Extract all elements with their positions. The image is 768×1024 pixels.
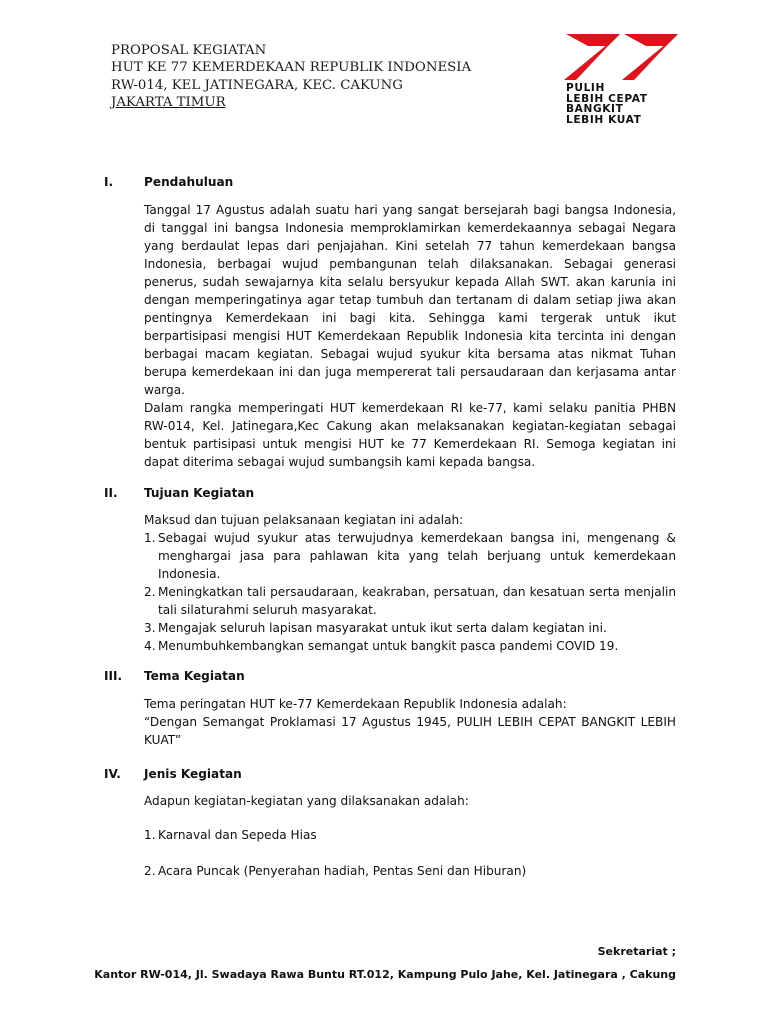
list-item [144, 637, 676, 655]
hut-77-logo [562, 28, 682, 128]
logo-tagline-line: LEBIH CEPAT [566, 92, 648, 105]
section-heading [104, 765, 676, 783]
theme-quote: “Dengan Semangat Proklamasi 17 Agustus 1945, PULIH LEBIH CEPAT BANGKIT LEBIH KUAT” [144, 715, 676, 747]
section-title: Jenis Kegiatan [144, 767, 242, 781]
section-tujuan-kegiatan [104, 484, 676, 655]
paragraph: Maksud dan tujuan pelaksanaan kegiatan ini adalah: [144, 513, 464, 527]
section-title: Tujuan Kegiatan [144, 486, 255, 500]
list-item [144, 529, 676, 583]
section-jenis-kegiatan [104, 765, 676, 880]
list-number: 1. [144, 828, 156, 842]
section-number: IV. [104, 767, 121, 781]
section-pendahuluan [104, 173, 676, 471]
header-line-event: HUT KE 77 KEMERDEKAAN REPUBLIK INDONESIA [111, 60, 472, 76]
list-number: 2. [144, 864, 156, 878]
list-item [144, 826, 676, 844]
list-number: 2. [144, 585, 156, 599]
list-item [144, 583, 676, 619]
section-title: Pendahuluan [144, 175, 234, 189]
section-number: I. [104, 175, 114, 189]
paragraph: Dalam rangka memperingati HUT kemerdekaan RI ke-77, kami selaku panitia PHBN RW-014, Kel. Jatinegara,Kec Cakung akan melaksanakan kegiatan-kegiatan sebagai bentuk partisipasi untuk mengisi HUT ke 77 Kemerdekaan RI. Semoga kegiatan ini dapat diterima sebagai wujud sumbangsih kami kepada bangsa. [144, 401, 676, 469]
logo-tagline-line: LEBIH KUAT [566, 113, 642, 126]
header-line-location: RW-014, KEL JATINEGARA, KEC. CAKUNG [111, 77, 403, 93]
goals-list [144, 529, 676, 655]
section-number: II. [104, 486, 118, 500]
list-number: 3. [144, 621, 156, 635]
section-title: Tema Kegiatan [144, 669, 245, 683]
page-footer [76, 940, 676, 986]
section-heading [104, 173, 676, 191]
document-header [111, 42, 531, 112]
list-item [144, 619, 676, 637]
section-heading [104, 667, 676, 685]
list-text: Karnaval dan Sepeda Hias [158, 828, 317, 842]
header-line-city: JAKARTA TIMUR [111, 95, 226, 111]
section-heading [104, 484, 676, 502]
list-text: Menumbuhkembangkan semangat untuk bangkit pasca pandemi COVID 19. [158, 639, 619, 653]
section-number: III. [104, 669, 123, 683]
list-number: 4. [144, 639, 156, 653]
header-line-title: PROPOSAL KEGIATAN [111, 43, 267, 58]
footer-address: Kantor RW-014, Jl. Swadaya Rawa Buntu RT.012, Kampung Pulo Jahe, Kel. Jatinegara , Cakung [94, 968, 676, 981]
list-text: Sebagai wujud syukur atas terwujudnya kemerdekaan bangsa ini, mengenang & menghargai jasa para pahlawan kita yang telah berjuang untuk kemerdekaan Indonesia. [158, 531, 676, 581]
list-number: 1. [144, 531, 156, 545]
list-text: Acara Puncak (Penyerahan hadiah, Pentas Seni dan Hiburan) [158, 864, 527, 878]
logo-77-mark [562, 28, 682, 84]
paragraph: Tanggal 17 Agustus adalah suatu hari yang sangat bersejarah bagi bangsa Indonesia, di tanggal ini bangsa Indonesia memproklamirkan kemerdekaannya sebagai Negara yang berdaulat lepas dari penjajahan. Kini setelah 77 tahun kemerdekaan bangsa Indonesia, berbagai wujud pembangunan telah dilaksanakan. Sebagai generasi penerus, sudah sewajarnya kita selalu bersyukur kepada Allah SWT. akan karunia ini dengan memperingatinya agar tetap tumbuh dan tertanam di dalam setiap jiwa akan pentingnya Kemerdekaan ini bagi kita. Sehingga kami tergerak untuk ikut berpartisipasi mengisi HUT Kemerdekaan Republik Indonesia kita tercinta ini dengan berbagai macam kegiatan. Sebagai wujud syukur kita bersama atas nikmat Tuhan berupa kemerdekaan ini dan juga mempererat tali persaudaraan dan kerjasama antar warga. [144, 203, 676, 397]
paragraph: Adapun kegiatan-kegiatan yang dilaksanakan adalah: [144, 794, 469, 808]
activities-list [144, 826, 676, 880]
paragraph: Tema peringatan HUT ke-77 Kemerdekaan Republik Indonesia adalah: [144, 697, 567, 711]
list-item [144, 862, 676, 880]
logo-tagline [566, 83, 648, 125]
list-text: Mengajak seluruh lapisan masyarakat untuk ikut serta dalam kegiatan ini. [158, 621, 607, 635]
logo-tagline-line: PULIH [566, 82, 605, 94]
footer-secretariat: Sekretariat ; [597, 945, 676, 958]
list-text: Meningkatkan tali persaudaraan, keakraban, persatuan, dan kesatuan serta menjalin tali silaturahmi seluruh masyarakat. [158, 585, 676, 617]
section-tema-kegiatan [104, 667, 676, 749]
logo-tagline-line: BANGKIT [566, 103, 624, 116]
